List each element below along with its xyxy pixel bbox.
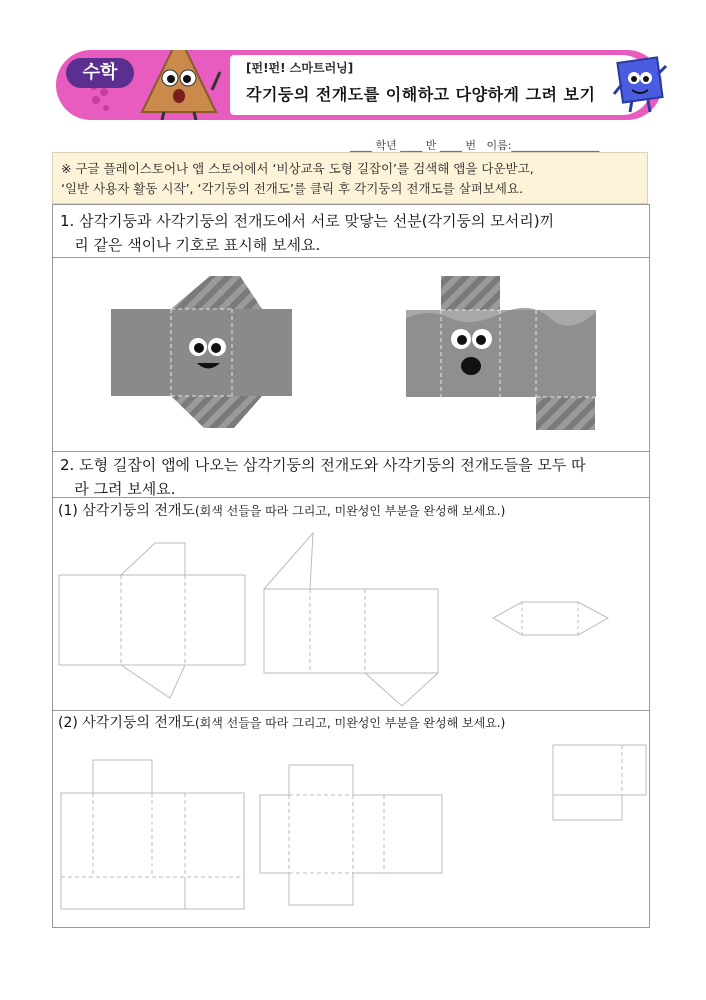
divider — [52, 710, 650, 711]
subquestion-2 — [58, 712, 505, 732]
square-prism-net-colored — [406, 276, 596, 430]
subquestion-1 — [58, 500, 505, 520]
question-1-line-1: 1. 삼각기둥과 사각기둥의 전개도에서 서로 맞닿는 선분(각기둥의 모서리)끼 — [60, 212, 555, 230]
question-2-line-1: 2. 도형 길잡이 앱에 나오는 삼각기둥의 전개도와 사각기둥의 전개도들을 모두 따 — [60, 456, 586, 474]
divider — [52, 497, 650, 498]
subquestion-2-label: (2) 사각기둥의 전개도 — [58, 715, 195, 731]
notice-line-2: ‘일반 사용자 활동 시작’, ‘각기둥의 전개도’를 클릭 후 각기둥의 전개도를 살펴보세요. — [61, 181, 524, 196]
triangular-prism-net-colored — [111, 276, 292, 428]
triangular-prism-trace-net-1 — [59, 543, 245, 698]
question-1-line-2: 리 같은 색이나 기호로 표시해 보세요. — [60, 236, 321, 254]
subquestion-1-label: (1) 삼각기둥의 전개도 — [58, 503, 195, 519]
subject-badge: 수학 — [66, 58, 134, 88]
subquestion-2-note: (회색 선들을 따라 그리고, 미완성인 부분을 완성해 보세요.) — [194, 716, 506, 730]
square-prism-trace-net-2 — [260, 765, 442, 905]
question-2 — [60, 453, 640, 501]
question-2-line-2: 라 그려 보세요. — [60, 480, 176, 498]
page-title: 각기둥의 전개도를 이해하고 다양하게 그려 보기 — [246, 85, 596, 104]
triangular-prism-trace-net-3 — [493, 602, 608, 635]
triangular-prism-trace-net-2 — [264, 533, 438, 706]
square-prism-trace-net-3 — [553, 745, 646, 820]
divider — [52, 451, 650, 452]
brand-label: [펀!펀! 스마트러닝] — [246, 61, 354, 75]
student-info-line: ____ 학년 ____ 반 ____ 번 이름:________________ — [350, 139, 600, 152]
subquestion-1-note: (회색 선들을 따라 그리고, 미완성인 부분을 완성해 보세요.) — [194, 504, 506, 518]
square-prism-trace-net-1 — [61, 760, 244, 909]
notice-line-1: ※ 구글 플레이스토어나 앱 스토어에서 ‘비상교육 도형 길잡이’를 검색해 앱을 다운받고, — [61, 161, 534, 176]
